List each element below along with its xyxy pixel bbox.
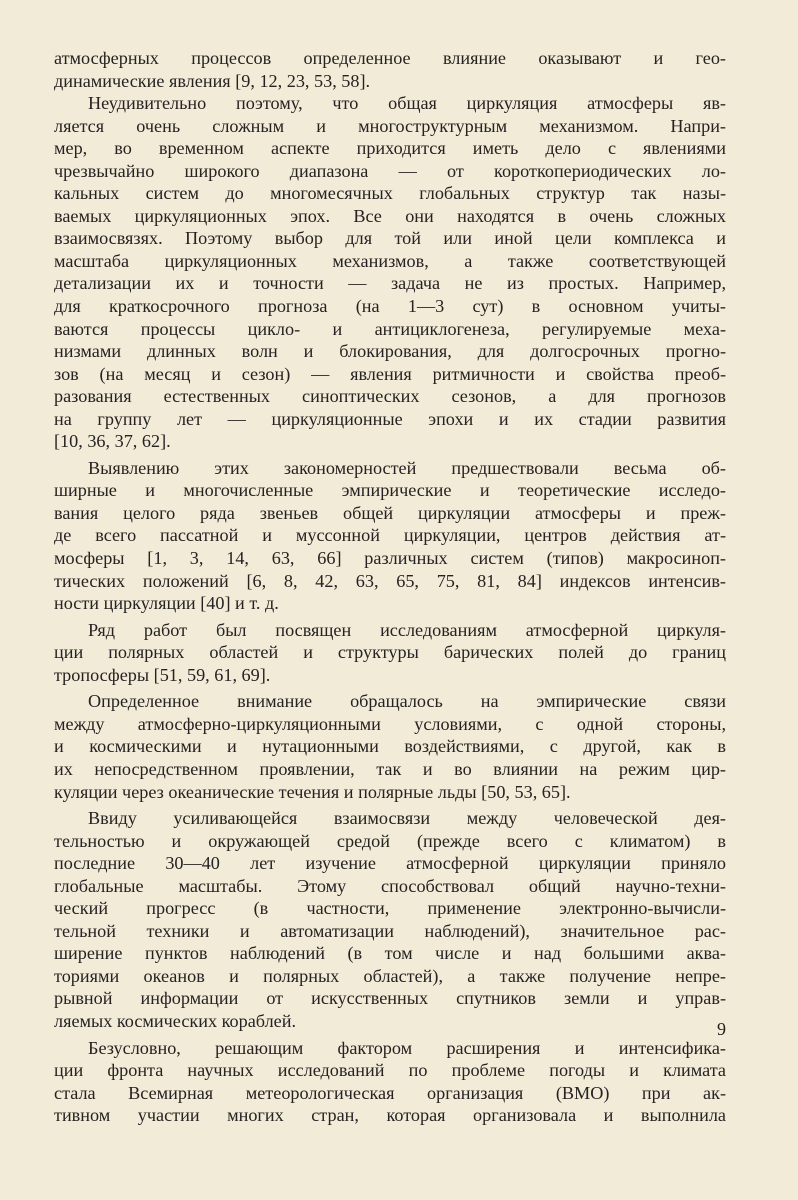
text-line: ческий прогресс (в частности, применение электронно-вычисли-	[54, 898, 726, 919]
text-line: и космическими и нутационными воздействиями, с другой, как в	[54, 736, 726, 757]
text-line: ширные и многочисленные эмпирические и теоретические исследо-	[54, 480, 726, 501]
text-line: ваются процессы цикло- и антициклогенеза, регулируемые меха-	[54, 318, 726, 339]
text-line: ваемых циркуляционных эпох. Все они находятся в очень сложных	[54, 205, 726, 226]
text-line: тропосферы [51, 59, 61, 69].	[54, 664, 271, 685]
paragraph	[54, 807, 726, 1032]
text-line: тивном участии многих стран, которая организовала и выполнила	[54, 1105, 726, 1126]
text-line: Выявлению этих закономерностей предшествовали весьма об-	[88, 457, 726, 478]
text-line: мер, во временном аспекте приходится иметь дело с явлениями	[54, 138, 726, 159]
text-line: тических положений [6, 8, 42, 63, 65, 75, 81, 84] индексов интенсив-	[54, 570, 726, 591]
paragraph	[54, 47, 726, 92]
text-line: ности циркуляции [40] и т. д.	[54, 593, 279, 614]
text-line: взаимосвязях. Поэтому выбор для той или иной цели комплекса и	[54, 228, 726, 249]
text-line: глобальные масштабы. Этому способствовал общий научно-техни-	[54, 875, 726, 896]
text-line: ториями океанов и полярных областей), а также получение непре-	[54, 965, 726, 986]
text-line: ляемых космических кораблей.	[54, 1010, 297, 1031]
text-line: между атмосферно-циркуляционными условиями, с одной стороны,	[54, 713, 726, 734]
text-line: де всего пассатной и муссонной циркуляции, центров действия ат-	[54, 525, 726, 546]
body-text	[54, 47, 726, 1127]
text-line: низмами длинных волн и блокирования, для долгосрочных прогно-	[54, 341, 726, 362]
paragraph	[54, 619, 726, 687]
text-line: на группу лет — циркуляционные эпохи и их стадии развития	[54, 408, 726, 429]
text-line: разования естественных синоптических сезонов, а для прогнозов	[54, 386, 726, 407]
paragraph	[54, 92, 726, 453]
text-line: Определенное внимание обращалось на эмпирические связи	[88, 691, 726, 712]
page-number: 9	[717, 1019, 726, 1039]
text-line: кальных систем до многомесячных глобальных структур так назы-	[54, 183, 726, 204]
text-line: зов (на месяц и сезон) — явления ритмичности и свойства преоб-	[54, 363, 726, 384]
text-line: куляции через океанические течения и полярные льды [50, 53, 65].	[54, 781, 571, 802]
paragraph	[54, 457, 726, 615]
text-line: атмосферных процессов определенное влияние оказывают и гео-	[54, 48, 726, 68]
text-line: для краткосрочного прогноза (на 1—3 сут) в основном учиты-	[54, 296, 726, 317]
text-line: [10, 36, 37, 62].	[54, 431, 171, 452]
text-line: детализации их и точности — задача не из простых. Например,	[54, 273, 726, 294]
text-line: динамические явления [9, 12, 23, 53, 58].	[54, 70, 371, 91]
text-line: их непосредственном проявлении, так и во влиянии на режим цир-	[54, 758, 726, 779]
text-line: ции фронта научных исследований по проблеме погоды и климата	[54, 1060, 726, 1081]
paragraph	[54, 1037, 726, 1127]
text-line: ции полярных областей и структуры барических полей до границ	[54, 642, 726, 663]
text-line: тельностью и окружающей средой (прежде всего с климатом) в	[54, 830, 726, 851]
text-line: Ряд работ был посвящен исследованиям атмосферной циркуля-	[88, 619, 726, 640]
text-line: Безусловно, решающим фактором расширения и интенсифика-	[88, 1037, 726, 1058]
text-line: Неудивительно поэтому, что общая циркуляция атмосферы яв-	[88, 93, 726, 114]
text-line: ширение пунктов наблюдений (в том числе и над большими аква-	[54, 943, 726, 964]
text-line: стала Всемирная метеорологическая организация (ВМО) при ак-	[54, 1082, 726, 1103]
text-line: последние 30—40 лет изучение атмосферной циркуляции приняло	[54, 853, 726, 874]
paragraph	[54, 690, 726, 803]
text-line: Ввиду усиливающейся взаимосвязи между человеческой дея-	[88, 808, 726, 829]
text-line: вания целого ряда звеньев общей циркуляции атмосферы и преж-	[54, 502, 726, 523]
text-line: чрезвычайно широкого диапазона — от короткопериодических ло-	[54, 160, 726, 181]
text-line: рывной информации от искусственных спутников земли и управ-	[54, 988, 726, 1009]
text-line: ляется очень сложным и многоструктурным механизмом. Напри-	[54, 115, 726, 136]
text-line: масштаба циркуляционных механизмов, а также соответствующей	[54, 250, 726, 271]
text-line: мосферы [1, 3, 14, 63, 66] различных систем (типов) макросиноп-	[54, 548, 726, 569]
text-line: тельной техники и автоматизации наблюдений), значительное рас-	[54, 920, 726, 941]
